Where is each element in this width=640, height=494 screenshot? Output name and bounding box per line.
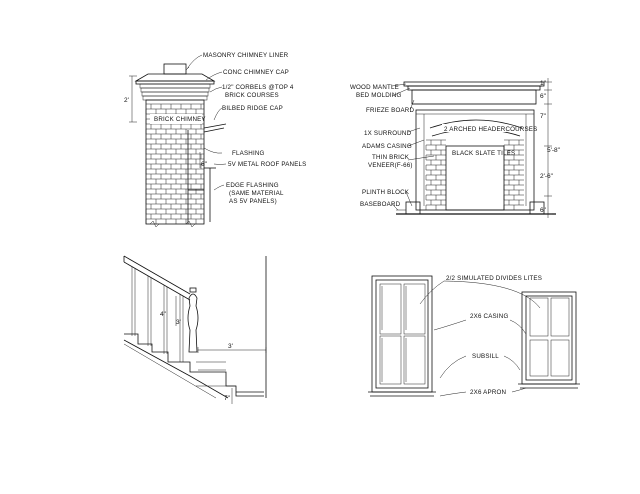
label-edge-flashing-2: (SAME MATERIAL [229,190,284,197]
label-ridge-cap: BILBED RIDGE CAP [222,105,283,112]
label-arched-header: 2 ARCHED HEADERCOURSES [444,126,538,133]
label-corbels-2: BRICK COURSES [225,92,279,99]
chimney-detail [124,52,307,227]
fp-dim-1: 1" [540,80,546,87]
label-roof-panels: 5V METAL ROOF PANELS [228,161,307,168]
label-slate-tiles: BLACK SLATE TILES [452,150,516,157]
stair-detail [124,256,266,404]
label-casing: 2X6 CASING [470,313,509,320]
label-brick-chimney: BRICK CHIMNEY [154,116,206,123]
label-edge-flashing-3: AS 5V PANELS) [229,198,277,205]
label-chimney-cap: CONC CHIMNEY CAP [223,69,289,76]
label-baseboard: BASEBOARD [360,201,401,208]
fp-dim-3: 7" [540,113,546,120]
fp-dim-5: 2'-6" [540,173,553,180]
label-thin-brick: THIN BRICK [372,154,410,161]
window-detail [368,275,580,396]
label-frieze-board: FRIEZE BOARD [366,107,415,114]
fp-dim-2: 6" [540,93,546,100]
flashing-dim: 6" [201,161,207,168]
chimney-height-dim: 2' [124,97,129,104]
label-chimney-liner: MASONRY CHIMNEY LINER [203,52,289,59]
label-bed-molding: BED MOLDING [356,92,402,99]
label-corbels: 1/2" CORBELS @TOP 4 [222,84,294,91]
label-subsill: SUBSILL [472,353,499,360]
label-wood-mantle: WOOD MANTLE [350,84,399,91]
stair-step-dim: 7" [224,395,230,402]
fireplace-detail [350,78,561,218]
stair-rail-dim: 3' [176,319,181,326]
label-apron: 2X6 APRON [470,389,507,396]
label-surround: 1X SURROUND [364,130,412,137]
label-plinth-block: PLINTH BLOCK [362,189,410,196]
label-flashing: FLASHING [232,150,265,157]
label-simulated-lites: 2/2 SIMULATED DIVIDES LITES [446,275,543,282]
fp-dim-6: 6" [540,207,546,214]
stair-height-dim: 4" [160,311,166,318]
stair-run-dim: 3' [228,343,233,350]
label-veneer: VENEER(F-66) [368,162,413,169]
fp-dim-4: 5'-8" [547,147,560,154]
label-adams-casing: ADAMS CASING [362,143,412,150]
label-edge-flashing: EDGE FLASHING [226,182,279,189]
